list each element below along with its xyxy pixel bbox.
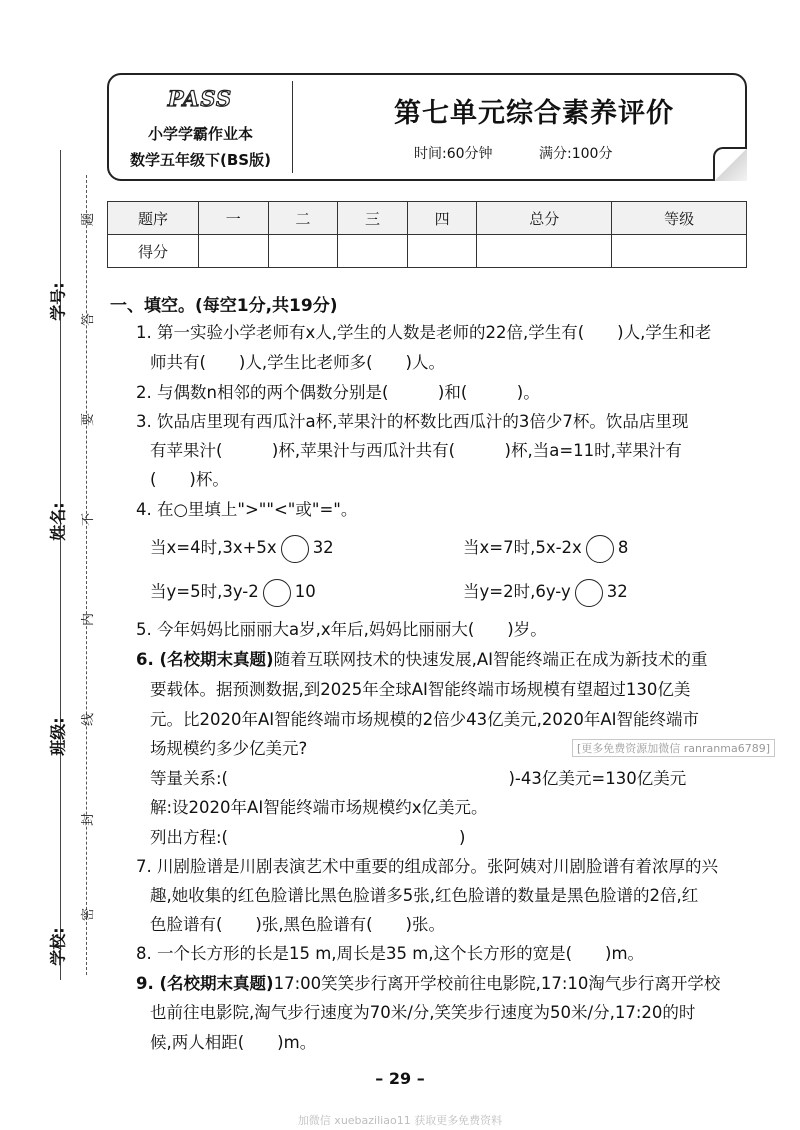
header-cell: 三: [338, 202, 408, 235]
question-6-text: 随着互联网技术的快速发展,AI智能终端正在成为新技术的重: [273, 650, 708, 669]
compare-circle[interactable]: [586, 535, 614, 563]
header-cell: 总分: [477, 202, 612, 235]
school-label: 学校:: [48, 927, 68, 966]
compare-item: [150, 576, 316, 608]
compare-value: 10: [294, 582, 316, 601]
student-id-label: 学号:: [48, 282, 68, 321]
question-5: 5. 今年妈妈比丽丽大a岁,x年后,妈妈比丽丽大( )岁。: [136, 620, 547, 639]
question-6-line-3: 元。比2020年AI智能终端市场规模的2倍少43亿美元,2020年AI智能终端市: [150, 710, 700, 729]
score-cell[interactable]: [268, 235, 338, 268]
seal-char: 不: [81, 512, 97, 527]
header-box: [107, 73, 747, 181]
compare-expression: 当x=4时,3x+5x: [150, 538, 277, 557]
seal-char: 密: [81, 907, 97, 922]
page-curl: [713, 147, 747, 181]
compare-expression: 当x=7时,5x-2x: [463, 538, 582, 557]
class-label: 班级:: [48, 717, 68, 756]
score-table: [107, 201, 747, 268]
score-cell[interactable]: [407, 235, 477, 268]
question-6-equation: 列出方程:( ): [150, 828, 466, 847]
question-6-tag: 6. (名校期末真题): [136, 650, 274, 669]
question-9-line-1: [136, 973, 720, 995]
header-cell: 一: [199, 202, 269, 235]
question-2: 2. 与偶数n相邻的两个偶数分别是( )和( )。: [136, 383, 540, 402]
grade-label: 数学五年级下(BS版): [130, 151, 271, 169]
section-heading: 一、填空。(每空1分,共19分): [110, 296, 338, 316]
question-9-text: 17:00笑笑步行离开学校前往电影院,17:10淘气步行离开学校: [273, 974, 721, 993]
compare-expression: 当y=5时,3y-2: [150, 582, 259, 601]
question-8: 8. 一个长方形的长是15 m,周长是35 m,这个长方形的宽是( )m。: [136, 944, 645, 963]
question-7-line-2: 趣,她收集的红色脸谱比黑色脸谱多5张,红色脸谱的数量是黑色脸谱的2倍,红: [150, 886, 699, 905]
compare-circle[interactable]: [281, 535, 309, 563]
compare-expression: 当y=2时,6y-y: [463, 582, 571, 601]
question-9-line-3: 候,两人相距( )m。: [150, 1033, 317, 1052]
pass-logo: PASS: [167, 86, 233, 111]
header-divider: [292, 81, 293, 173]
compare-value: 32: [312, 538, 334, 557]
header-cell: 二: [268, 202, 338, 235]
score-cell[interactable]: [338, 235, 408, 268]
page-title: 第七单元综合素养评价: [394, 98, 674, 129]
question-6-line-2: 要载体。据预测数据,到2025年全球AI智能终端市场规模有望超过130亿美: [150, 680, 691, 699]
page-number: – 29 –: [375, 1069, 425, 1088]
question-6-solution: 解:设2020年AI智能终端市场规模约x亿美元。: [150, 798, 488, 817]
question-6-relation: 等量关系:( )-43亿美元=130亿美元: [150, 769, 687, 788]
footer-watermark: 加微信 xuebaziliao11 获取更多免费资料: [297, 1114, 503, 1127]
question-6-line-1: [136, 649, 707, 671]
compare-item: [150, 532, 334, 564]
header-cell: 题序: [108, 202, 199, 235]
question-4: 4. 在○里填上">""<"或"="。: [136, 500, 358, 519]
score-cell[interactable]: [199, 235, 269, 268]
row-label: 得分: [108, 235, 199, 268]
question-3-line-1: 3. 饮品店里现有西瓜汁a杯,苹果汁的杯数比西瓜汁的3倍少7杯。饮品店里现: [136, 412, 689, 431]
question-6-line-4: 场规模约多少亿美元?: [150, 739, 308, 758]
full-score: 满分:100分: [539, 146, 613, 162]
seal-char: 要: [81, 412, 97, 427]
compare-value: 8: [617, 538, 629, 557]
seal-char: 题: [81, 212, 97, 227]
compare-item: [463, 532, 628, 564]
question-3-line-3: ( )杯。: [150, 470, 229, 489]
compare-item: [463, 576, 628, 608]
seal-char: 答: [81, 312, 97, 327]
score-cell[interactable]: [612, 235, 747, 268]
seal-char: 内: [81, 612, 97, 627]
question-7-line-1: 7. 川剧脸谱是川剧表演艺术中重要的组成部分。张阿姨对川剧脸谱有着浓厚的兴: [136, 857, 718, 876]
question-9-tag: 9. (名校期末真题): [136, 974, 274, 993]
question-1-line-2: 师共有( )人,学生比老师多( )人。: [150, 353, 445, 372]
time-limit: 时间:60分钟: [414, 146, 493, 162]
seal-char: 线: [81, 712, 97, 727]
inline-watermark: [更多免费资源加微信 ranranma6789]: [572, 739, 775, 757]
name-label: 姓名:: [48, 502, 68, 541]
question-1-line-1: 1. 第一实验小学老师有x人,学生的人数是老师的22倍,学生有( )人,学生和老: [136, 323, 712, 342]
question-7-line-3: 色脸谱有( )张,黑色脸谱有( )张。: [150, 915, 445, 934]
question-3-line-2: 有苹果汁( )杯,苹果汁与西瓜汁共有( )杯,当a=11时,苹果汁有: [150, 441, 682, 460]
question-9-line-2: 也前往电影院,淘气步行速度为70米/分,笑笑步行速度为50米/分,17:20的时: [150, 1003, 696, 1022]
score-cell[interactable]: [477, 235, 612, 268]
compare-value: 32: [606, 582, 628, 601]
header-cell: 等级: [612, 202, 747, 235]
seal-line: [86, 175, 87, 975]
compare-circle[interactable]: [575, 579, 603, 607]
series-name: 小学学霸作业本: [147, 125, 253, 143]
header-cell: 四: [407, 202, 477, 235]
seal-char: 封: [81, 812, 97, 827]
compare-circle[interactable]: [263, 579, 291, 607]
binding-line: [60, 150, 61, 980]
